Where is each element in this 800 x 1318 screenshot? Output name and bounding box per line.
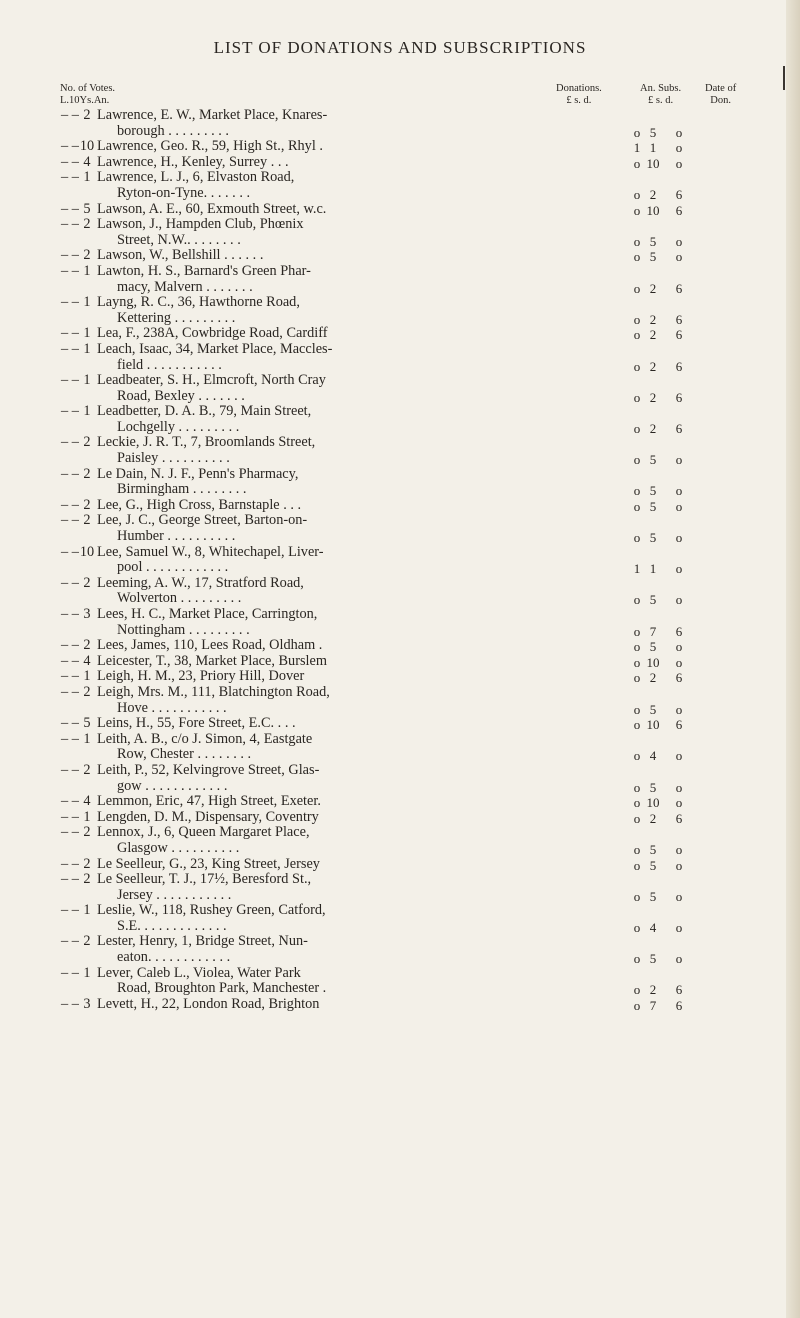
entry-votes: 2 bbox=[83, 871, 91, 888]
amount-pence: o bbox=[675, 249, 683, 265]
entry-continuation: Lochgelly . . . . . . . . . bbox=[117, 418, 240, 435]
entry-name-address: Leckie, J. R. T., 7, Broomlands Street, bbox=[97, 434, 316, 451]
entry-dashes: – – bbox=[61, 964, 79, 981]
entry-name-address: Lawson, A. E., 60, Exmouth Street, w.c. bbox=[97, 200, 327, 217]
entry-votes: 1 bbox=[83, 340, 91, 357]
entry-dashes: – – bbox=[61, 403, 79, 420]
entry-dashes: – – bbox=[61, 153, 79, 170]
amount-pounds: o bbox=[633, 779, 641, 795]
amount-shillings: 7 bbox=[649, 997, 657, 1013]
entry-name-address: Lea, F., 238A, Cowbridge Road, Cardiff bbox=[97, 325, 328, 342]
entry-name-address: Lawson, J., Hampden Club, Phœnix bbox=[97, 216, 304, 233]
list-item bbox=[0, 966, 800, 997]
amount-shillings: 10 bbox=[646, 717, 660, 733]
list-item bbox=[0, 638, 800, 654]
amount-shillings: 1 bbox=[649, 140, 657, 156]
entry-dashes: – – bbox=[61, 434, 79, 451]
amount-shillings: 5 bbox=[649, 498, 657, 514]
amount-pence: 6 bbox=[675, 389, 683, 405]
entry-votes: 1 bbox=[83, 262, 91, 279]
amount-pence: o bbox=[675, 748, 683, 764]
amount-shillings: 5 bbox=[649, 483, 657, 499]
amount-shillings: 5 bbox=[649, 639, 657, 655]
donations-header-label: Donations. bbox=[556, 83, 602, 94]
entry-dashes: – – bbox=[61, 715, 79, 732]
entry-name-address: Leigh, Mrs. M., 111, Blatchington Road, bbox=[97, 683, 330, 700]
list-item bbox=[0, 435, 800, 466]
amount-shillings: 5 bbox=[649, 841, 657, 857]
entry-dashes: – – bbox=[61, 824, 79, 841]
amount-pounds: o bbox=[633, 311, 641, 327]
list-item bbox=[0, 794, 800, 810]
list-item bbox=[0, 264, 800, 295]
amount-pounds: o bbox=[633, 155, 641, 171]
entry-name-address: Lee, G., High Cross, Barnstaple . . . bbox=[97, 496, 302, 513]
votes-header-sublabel: L.10Ys.An. bbox=[60, 95, 110, 106]
entry-dashes: – – bbox=[61, 340, 79, 357]
entry-name-address: Le Dain, N. J. F., Penn's Pharmacy, bbox=[97, 465, 299, 482]
amount-shillings: 2 bbox=[649, 810, 657, 826]
amount-pence: 6 bbox=[675, 982, 683, 998]
entry-name-address: Lever, Caleb L., Violea, Water Park bbox=[97, 964, 301, 981]
amount-shillings: 5 bbox=[649, 857, 657, 873]
amount-pence: o bbox=[675, 483, 683, 499]
donations-header-units: £ s. d. bbox=[566, 95, 592, 106]
amount-shillings: 5 bbox=[649, 124, 657, 140]
entry-name-address: Leith, P., 52, Kelvingrove Street, Glas- bbox=[97, 761, 320, 778]
entry-dashes: – – bbox=[61, 216, 79, 233]
entry-dashes: – – bbox=[61, 169, 79, 186]
entry-continuation: pool . . . . . . . . . . . . bbox=[117, 559, 229, 576]
amount-shillings: 2 bbox=[649, 358, 657, 374]
entry-name-address: Lennox, J., 6, Queen Margaret Place, bbox=[97, 824, 310, 841]
amount-pence: o bbox=[675, 140, 683, 156]
subs-header-units: £ s. d. bbox=[648, 95, 674, 106]
list-item bbox=[0, 607, 800, 638]
entry-votes: 1 bbox=[83, 668, 91, 685]
entry-votes: 2 bbox=[83, 761, 91, 778]
entry-votes: 4 bbox=[83, 793, 91, 810]
subs-header-label: An. Subs. bbox=[640, 83, 682, 94]
entry-dashes: – – bbox=[61, 294, 79, 311]
entry-continuation: Jersey . . . . . . . . . . . bbox=[117, 886, 232, 903]
entry-dashes: – – bbox=[61, 933, 79, 950]
amount-pence: o bbox=[675, 530, 683, 546]
entry-name-address: Lee, J. C., George Street, Barton-on- bbox=[97, 512, 308, 529]
entry-name-address: Le Seelleur, T. J., 17½, Beresford St., bbox=[97, 871, 312, 888]
amount-shillings: 5 bbox=[649, 233, 657, 249]
entry-votes: 10 bbox=[79, 543, 95, 560]
entry-votes: 2 bbox=[83, 683, 91, 700]
amount-shillings: 2 bbox=[649, 280, 657, 296]
amount-pence: 6 bbox=[675, 358, 683, 374]
entry-votes: 4 bbox=[83, 652, 91, 669]
entry-dashes: – – bbox=[61, 808, 79, 825]
entry-dashes: – – bbox=[61, 683, 79, 700]
entry-dashes: – – bbox=[61, 574, 79, 591]
entry-continuation: Row, Chester . . . . . . . . bbox=[117, 746, 252, 763]
entry-name-address: Lawrence, H., Kenley, Surrey . . . bbox=[97, 153, 289, 170]
date-header-label: Date of bbox=[705, 83, 737, 94]
entry-continuation: S.E. . . . . . . . . . . . . bbox=[117, 917, 227, 934]
entry-name-address: Leadbetter, D. A. B., 79, Main Street, bbox=[97, 403, 312, 420]
list-item bbox=[0, 997, 800, 1013]
amount-pence: o bbox=[675, 561, 683, 577]
entry-name-address: Lawrence, E. W., Market Place, Knares- bbox=[97, 107, 328, 123]
amount-pence: o bbox=[675, 233, 683, 249]
amount-pounds: o bbox=[633, 202, 641, 218]
entry-continuation: Nottingham . . . . . . . . . bbox=[117, 621, 250, 638]
amount-pence: o bbox=[675, 779, 683, 795]
entry-dashes: – – bbox=[61, 855, 79, 872]
entry-continuation: borough . . . . . . . . . bbox=[117, 122, 229, 139]
entry-dashes: – – bbox=[61, 668, 79, 685]
entry-dashes: – – bbox=[61, 200, 79, 217]
amount-pounds: o bbox=[633, 452, 641, 468]
list-item bbox=[0, 498, 800, 514]
amount-shillings: 4 bbox=[649, 919, 657, 935]
amount-shillings: 7 bbox=[649, 623, 657, 639]
entry-name-address: Leeming, A. W., 17, Stratford Road, bbox=[97, 574, 304, 591]
amount-pounds: o bbox=[633, 280, 641, 296]
amount-shillings: 5 bbox=[649, 592, 657, 608]
list-item bbox=[0, 155, 800, 171]
entry-continuation: field . . . . . . . . . . . bbox=[117, 356, 222, 373]
amount-shillings: 2 bbox=[649, 186, 657, 202]
amount-pounds: 1 bbox=[633, 140, 641, 156]
amount-shillings: 10 bbox=[646, 654, 660, 670]
list-item bbox=[0, 467, 800, 498]
amount-pounds: o bbox=[633, 997, 641, 1013]
amount-shillings: 4 bbox=[649, 748, 657, 764]
entry-name-address: Lees, H. C., Market Place, Carrington, bbox=[97, 606, 318, 622]
amount-pounds: o bbox=[633, 389, 641, 405]
amount-pounds: o bbox=[633, 530, 641, 546]
amount-shillings: 5 bbox=[649, 888, 657, 904]
amount-pence: 6 bbox=[675, 670, 683, 686]
entry-name-address: Lawson, W., Bellshill . . . . . . bbox=[97, 247, 264, 264]
entry-name-address: Leicester, T., 38, Market Place, Burslem bbox=[97, 652, 327, 669]
amount-shillings: 5 bbox=[649, 779, 657, 795]
entry-votes: 2 bbox=[83, 512, 91, 529]
entry-name-address: Lawrence, L. J., 6, Elvaston Road, bbox=[97, 169, 295, 186]
amount-shillings: 5 bbox=[649, 452, 657, 468]
amount-pence: o bbox=[675, 592, 683, 608]
entry-name-address: Lengden, D. M., Dispensary, Coventry bbox=[97, 808, 319, 825]
entry-votes: 1 bbox=[83, 294, 91, 311]
entry-votes: 1 bbox=[83, 730, 91, 747]
list-item bbox=[0, 810, 800, 826]
amount-pounds: 1 bbox=[633, 561, 641, 577]
amount-pence: 6 bbox=[675, 810, 683, 826]
amount-pounds: o bbox=[633, 654, 641, 670]
list-item bbox=[0, 342, 800, 373]
entry-votes: 1 bbox=[83, 372, 91, 389]
votes-header-label: No. of Votes. bbox=[60, 83, 116, 94]
amount-pence: 6 bbox=[675, 420, 683, 436]
entry-dashes: – – bbox=[61, 465, 79, 482]
amount-shillings: 5 bbox=[649, 530, 657, 546]
amount-pence: 6 bbox=[675, 186, 683, 202]
entry-continuation: Street, N.W.. . . . . . . . bbox=[117, 231, 241, 248]
page-title: LIST OF DONATIONS AND SUBSCRIPTIONS bbox=[213, 38, 587, 57]
list-item bbox=[0, 654, 800, 670]
list-item bbox=[0, 763, 800, 794]
entry-dashes: – – bbox=[61, 372, 79, 389]
amount-pence: o bbox=[675, 654, 683, 670]
amount-shillings: 10 bbox=[646, 202, 660, 218]
entry-continuation: gow . . . . . . . . . . . . bbox=[117, 777, 228, 794]
amount-pounds: o bbox=[633, 483, 641, 499]
list-item bbox=[0, 139, 800, 155]
amount-pounds: o bbox=[633, 841, 641, 857]
amount-shillings: 10 bbox=[646, 155, 660, 171]
donations-column-header bbox=[556, 83, 602, 107]
amount-pence: o bbox=[675, 795, 683, 811]
entry-votes: 3 bbox=[83, 606, 91, 622]
amount-pence: 6 bbox=[675, 202, 683, 218]
amount-pounds: o bbox=[633, 810, 641, 826]
amount-pounds: o bbox=[633, 233, 641, 249]
amount-pence: o bbox=[675, 888, 683, 904]
entry-votes: 2 bbox=[83, 107, 91, 123]
amount-pounds: o bbox=[633, 498, 641, 514]
entry-votes: 1 bbox=[83, 808, 91, 825]
list-item bbox=[0, 669, 800, 685]
amount-pounds: o bbox=[633, 982, 641, 998]
amount-pence: o bbox=[675, 452, 683, 468]
amount-pounds: o bbox=[633, 857, 641, 873]
list-item bbox=[0, 716, 800, 732]
amount-shillings: 10 bbox=[646, 795, 660, 811]
amount-pence: o bbox=[675, 639, 683, 655]
entry-name-address: Le Seelleur, G., 23, King Street, Jersey bbox=[97, 855, 320, 872]
entry-votes: 2 bbox=[83, 434, 91, 451]
amount-pounds: o bbox=[633, 717, 641, 733]
entry-votes: 2 bbox=[83, 574, 91, 591]
amount-pounds: o bbox=[633, 186, 641, 202]
entry-continuation: Kettering . . . . . . . . . bbox=[117, 309, 236, 326]
list-item bbox=[0, 513, 800, 544]
entry-dashes: – – bbox=[61, 247, 79, 264]
entry-votes: 1 bbox=[83, 964, 91, 981]
amount-shillings: 5 bbox=[649, 701, 657, 717]
list-item bbox=[0, 903, 800, 934]
entry-votes: 5 bbox=[83, 200, 91, 217]
amount-pounds: o bbox=[633, 670, 641, 686]
entry-votes: 2 bbox=[83, 824, 91, 841]
list-item bbox=[0, 248, 800, 264]
amount-pounds: o bbox=[633, 358, 641, 374]
list-item bbox=[0, 404, 800, 435]
entry-votes: 4 bbox=[83, 153, 91, 170]
entry-dashes: – – bbox=[61, 496, 79, 513]
amount-pence: o bbox=[675, 857, 683, 873]
amount-pounds: o bbox=[633, 592, 641, 608]
amount-pence: o bbox=[675, 841, 683, 857]
amount-pounds: o bbox=[633, 623, 641, 639]
entry-name-address: Layng, R. C., 36, Hawthorne Road, bbox=[97, 294, 300, 311]
amount-pence: o bbox=[675, 124, 683, 140]
entry-votes: 2 bbox=[83, 637, 91, 654]
entry-name-address: Lee, Samuel W., 8, Whitechapel, Liver- bbox=[97, 543, 324, 560]
amount-pence: o bbox=[675, 919, 683, 935]
date-column-header bbox=[705, 83, 736, 107]
margin-bracket bbox=[783, 66, 785, 90]
entry-continuation: Glasgow . . . . . . . . . . bbox=[117, 839, 240, 856]
list-item bbox=[0, 545, 800, 576]
amount-pence: 6 bbox=[675, 997, 683, 1013]
list-item bbox=[0, 732, 800, 763]
entry-votes: 2 bbox=[83, 465, 91, 482]
entry-dashes: – – bbox=[61, 138, 79, 155]
entry-continuation: Ryton-on-Tyne. . . . . . . bbox=[117, 184, 251, 201]
list-item bbox=[0, 685, 800, 716]
entry-dashes: – – bbox=[61, 512, 79, 529]
amount-pounds: o bbox=[633, 639, 641, 655]
amount-shillings: 1 bbox=[649, 561, 657, 577]
amount-pence: 6 bbox=[675, 717, 683, 733]
amount-pence: o bbox=[675, 155, 683, 171]
amount-pence: 6 bbox=[675, 311, 683, 327]
entry-name-address: Lemmon, Eric, 47, High Street, Exeter. bbox=[97, 793, 321, 810]
amount-shillings: 2 bbox=[649, 670, 657, 686]
entry-dashes: – – bbox=[61, 730, 79, 747]
amount-pounds: o bbox=[633, 327, 641, 343]
amount-shillings: 2 bbox=[649, 311, 657, 327]
entry-name-address: Lawrence, Geo. R., 59, High St., Rhyl . bbox=[97, 138, 323, 155]
entry-votes: 2 bbox=[83, 855, 91, 872]
list-item bbox=[0, 825, 800, 856]
amount-pence: o bbox=[675, 701, 683, 717]
entry-continuation: Humber . . . . . . . . . . bbox=[117, 528, 236, 545]
entry-name-address: Lees, James, 110, Lees Road, Oldham . bbox=[97, 637, 323, 654]
entry-dashes: – – bbox=[61, 652, 79, 669]
list-item bbox=[0, 934, 800, 965]
entry-dashes: – – bbox=[61, 637, 79, 654]
entry-dashes: – – bbox=[61, 761, 79, 778]
amount-shillings: 2 bbox=[649, 327, 657, 343]
votes-column-header bbox=[60, 83, 115, 107]
amount-pence: 6 bbox=[675, 280, 683, 296]
amount-pounds: o bbox=[633, 888, 641, 904]
entry-name-address: Lawton, H. S., Barnard's Green Phar- bbox=[97, 262, 311, 279]
list-item bbox=[0, 295, 800, 326]
entry-name-address: Lester, Henry, 1, Bridge Street, Nun- bbox=[97, 933, 308, 950]
entry-dashes: – – bbox=[61, 793, 79, 810]
entry-votes: 3 bbox=[83, 995, 91, 1012]
amount-pounds: o bbox=[633, 124, 641, 140]
amount-shillings: 5 bbox=[649, 951, 657, 967]
entry-continuation: Hove . . . . . . . . . . . bbox=[117, 699, 227, 716]
entry-name-address: Leigh, H. M., 23, Priory Hill, Dover bbox=[97, 668, 305, 685]
list-item bbox=[0, 170, 800, 201]
amount-shillings: 2 bbox=[649, 389, 657, 405]
subs-column-header bbox=[640, 83, 681, 107]
entries-list bbox=[0, 108, 800, 1012]
entry-votes: 5 bbox=[83, 715, 91, 732]
amount-pence: 6 bbox=[675, 327, 683, 343]
entry-continuation: Road, Bexley . . . . . . . bbox=[117, 387, 245, 404]
amount-pounds: o bbox=[633, 919, 641, 935]
entry-votes: 1 bbox=[83, 325, 91, 342]
entry-dashes: – – bbox=[61, 543, 79, 560]
entry-dashes: – – bbox=[61, 995, 79, 1012]
amount-shillings: 2 bbox=[649, 420, 657, 436]
entry-name-address: Leins, H., 55, Fore Street, E.C. . . . bbox=[97, 715, 296, 732]
entry-continuation: macy, Malvern . . . . . . . bbox=[117, 278, 253, 295]
amount-shillings: 2 bbox=[649, 982, 657, 998]
amount-pence: 6 bbox=[675, 623, 683, 639]
entry-dashes: – – bbox=[61, 902, 79, 919]
list-item bbox=[0, 576, 800, 607]
entry-continuation: Paisley . . . . . . . . . . bbox=[117, 450, 230, 467]
list-item bbox=[0, 857, 800, 873]
entry-name-address: Leadbeater, S. H., Elmcroft, North Cray bbox=[97, 372, 326, 389]
entry-name-address: Leach, Isaac, 34, Market Place, Maccles- bbox=[97, 340, 333, 357]
entry-continuation: Wolverton . . . . . . . . . bbox=[117, 590, 242, 607]
list-item bbox=[0, 326, 800, 342]
entry-votes: 10 bbox=[79, 138, 95, 155]
entry-votes: 2 bbox=[83, 933, 91, 950]
entry-votes: 2 bbox=[83, 216, 91, 233]
entry-votes: 1 bbox=[83, 403, 91, 420]
amount-pounds: o bbox=[633, 795, 641, 811]
entry-name-address: Leslie, W., 118, Rushey Green, Catford, bbox=[97, 902, 326, 919]
entry-dashes: – – bbox=[61, 107, 79, 123]
amount-pounds: o bbox=[633, 420, 641, 436]
entry-continuation: eaton. . . . . . . . . . . . bbox=[117, 949, 231, 966]
amount-pounds: o bbox=[633, 249, 641, 265]
entry-votes: 2 bbox=[83, 247, 91, 264]
entry-votes: 1 bbox=[83, 169, 91, 186]
list-item bbox=[0, 202, 800, 218]
list-item bbox=[0, 217, 800, 248]
entry-continuation: Road, Broughton Park, Manchester . bbox=[117, 980, 327, 997]
date-header-sublabel: Don. bbox=[710, 95, 731, 106]
entry-name-address: Leith, A. B., c/o J. Simon, 4, Eastgate bbox=[97, 730, 313, 747]
list-item bbox=[0, 872, 800, 903]
entry-dashes: – – bbox=[61, 871, 79, 888]
entry-dashes: – – bbox=[61, 262, 79, 279]
amount-pounds: o bbox=[633, 951, 641, 967]
amount-pounds: o bbox=[633, 748, 641, 764]
amount-pounds: o bbox=[633, 701, 641, 717]
amount-shillings: 5 bbox=[649, 249, 657, 265]
entry-name-address: Levett, H., 22, London Road, Brighton bbox=[97, 995, 320, 1012]
entry-dashes: – – bbox=[61, 606, 79, 622]
entry-votes: 2 bbox=[83, 496, 91, 513]
list-item bbox=[0, 108, 800, 139]
amount-pence: o bbox=[675, 951, 683, 967]
entry-votes: 1 bbox=[83, 902, 91, 919]
entry-continuation: Birmingham . . . . . . . . bbox=[117, 481, 247, 498]
entry-dashes: – – bbox=[61, 325, 79, 342]
amount-pence: o bbox=[675, 498, 683, 514]
list-item bbox=[0, 373, 800, 404]
